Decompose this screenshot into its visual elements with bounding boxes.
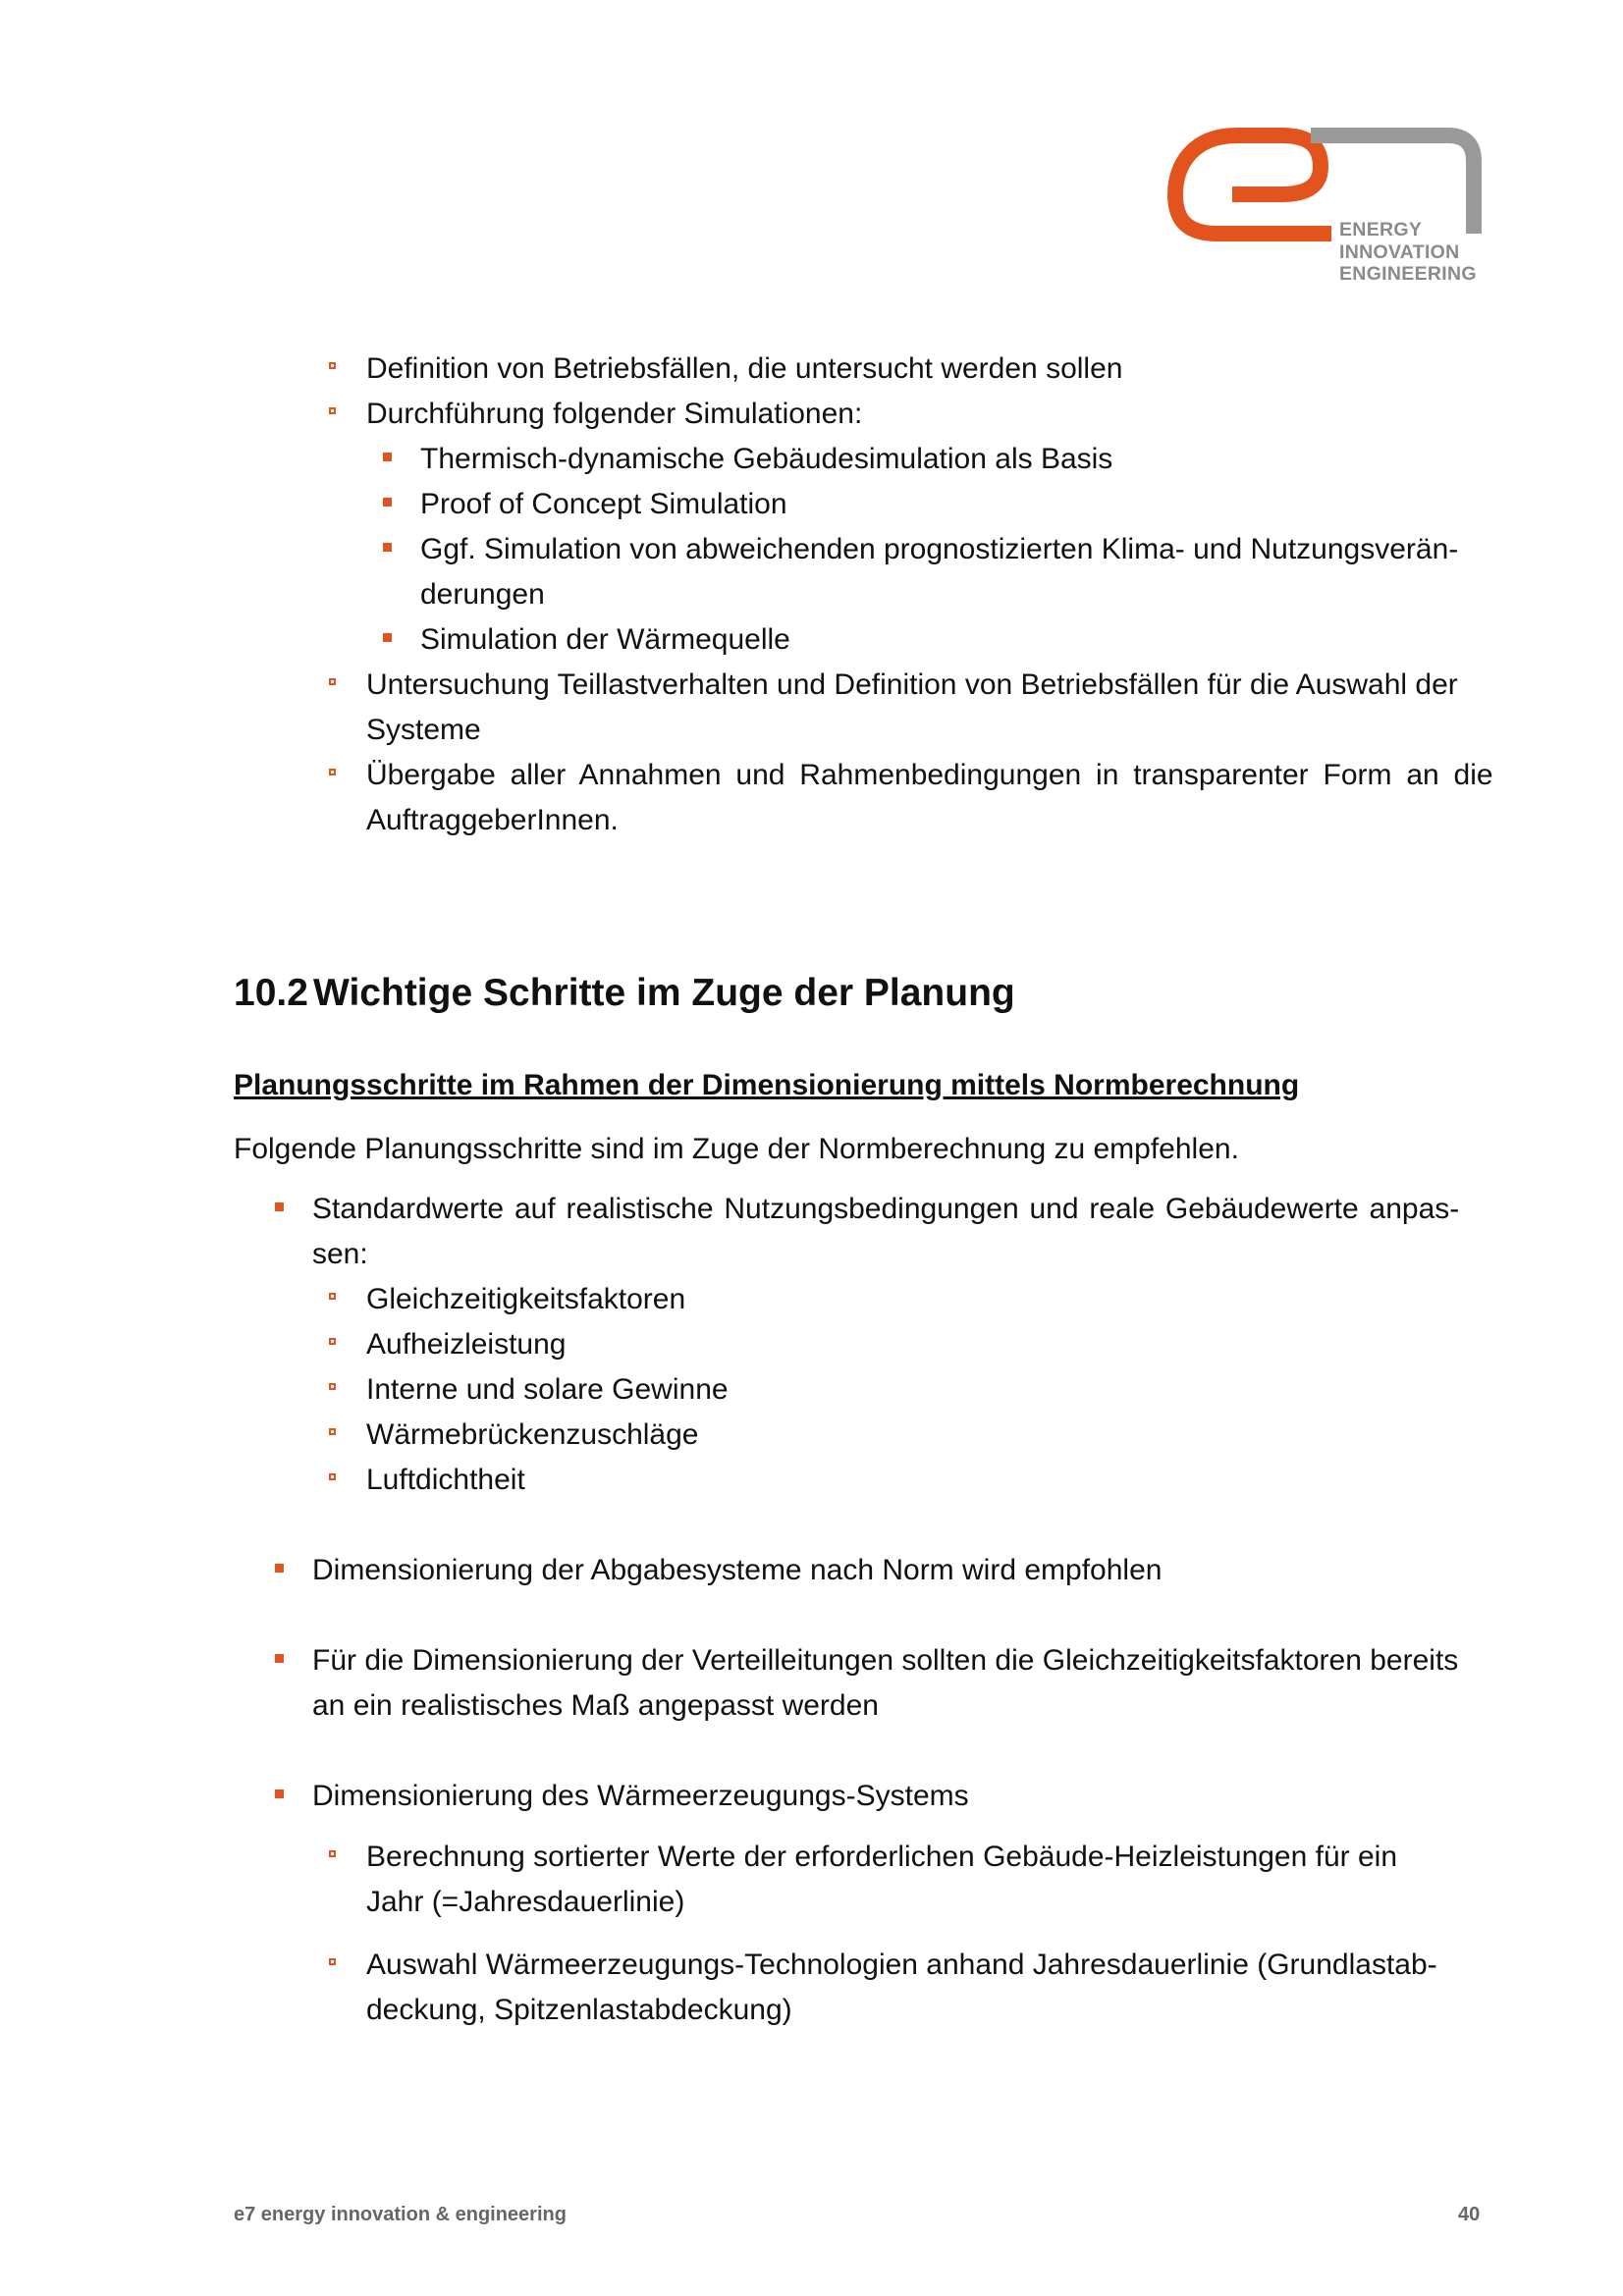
section-title: Wichtige Schritte im Zuge der Planung	[313, 972, 1015, 1014]
logo-e-shape	[1175, 135, 1331, 234]
list-item: Dimensionierung der Abgabesysteme nach Norm wird empfohlen	[312, 1554, 1163, 1586]
list-item: Ggf. Simulation von abweichenden prognostizierten Klima- und Nutzungsverän-	[420, 533, 1459, 565]
hollow-bullet-icon	[329, 1383, 336, 1390]
list-item: Aufheizleistung	[366, 1328, 567, 1361]
list-item: Standardwerte auf realistische Nutzungsbedingungen und reale Gebäudewerte anpas-	[312, 1193, 1460, 1225]
square-bullet-icon	[275, 1654, 284, 1663]
list-item: Dimensionierung des Wärmeerzeugungs-Systems	[312, 1780, 969, 1812]
section-heading	[234, 972, 1015, 1015]
hollow-bullet-icon	[329, 407, 336, 414]
list-item: Berechnung sortierter Werte der erforderlichen Gebäude-Heizleistungen für ein	[366, 1841, 1398, 1873]
list-item: Gleichzeitigkeitsfaktoren	[366, 1283, 686, 1315]
hollow-bullet-icon	[329, 769, 336, 775]
list-item: Untersuchung Teillastverhalten und Definition von Betriebsfällen für die Auswahl der	[366, 668, 1458, 701]
list-item-continuation: Systeme	[366, 714, 481, 746]
square-bullet-icon	[383, 453, 392, 461]
logo-wordmark	[1339, 219, 1477, 286]
hollow-bullet-icon	[329, 1850, 336, 1857]
list-item: Definition von Betriebsfällen, die untersucht werden sollen	[366, 352, 1123, 385]
list-item: Für die Dimensionierung der Verteilleitungen sollten die Gleichzeitigkeitsfaktoren bereits	[312, 1644, 1459, 1677]
list-item: Wärmebrückenzuschläge	[366, 1418, 699, 1451]
hollow-bullet-icon	[329, 362, 336, 369]
section-number: 10.2	[234, 972, 308, 1014]
list-item: Thermisch-dynamische Gebäudesimulation als Basis	[420, 443, 1113, 475]
hollow-bullet-icon	[329, 1293, 336, 1300]
logo-line-engineering: ENGINEERING	[1339, 263, 1477, 285]
square-bullet-icon	[275, 1789, 284, 1798]
hollow-bullet-icon	[329, 1428, 336, 1435]
list-item: Übergabe aller Annahmen und Rahmenbedingungen in transparenter Form an die	[366, 759, 1493, 791]
list-item: Durchführung folgender Simulationen:	[366, 398, 863, 430]
list-item: Auswahl Wärmeerzeugungs-Technologien anhand Jahresdauerlinie (Grundlastab-	[366, 1949, 1437, 1981]
list-item-continuation: Jahr (=Jahresdauerlinie)	[366, 1886, 685, 1918]
hollow-bullet-icon	[329, 1958, 336, 1965]
list-item: Luftdichtheit	[366, 1464, 525, 1496]
list-item-continuation: AuftraggeberInnen.	[366, 804, 619, 836]
logo-line-energy: ENERGY	[1339, 219, 1423, 240]
list-item: Interne und solare Gewinne	[366, 1373, 729, 1406]
hollow-bullet-icon	[329, 1473, 336, 1480]
square-bullet-icon	[275, 1564, 284, 1573]
square-bullet-icon	[383, 498, 392, 507]
hollow-bullet-icon	[329, 678, 336, 685]
intro-paragraph: Folgende Planungsschritte sind im Zuge der Normberechnung zu empfehlen.	[234, 1133, 1239, 1165]
list-item-continuation: sen:	[312, 1238, 368, 1270]
list-item: Simulation der Wärmequelle	[420, 623, 790, 656]
hollow-bullet-icon	[329, 1338, 336, 1345]
square-bullet-icon	[383, 543, 392, 552]
list-item-continuation: derungen	[420, 578, 545, 611]
list-item: Proof of Concept Simulation	[420, 488, 787, 520]
logo-line-innovation: INNOVATION	[1339, 240, 1460, 263]
square-bullet-icon	[383, 633, 392, 642]
square-bullet-icon	[275, 1202, 284, 1211]
footer-company: e7 energy innovation & engineering	[234, 2204, 567, 2225]
list-item-continuation: an ein realistisches Maß angepasst werden	[312, 1689, 879, 1722]
subheading: Planungsschritte im Rahmen der Dimensionierung mittels Normberechnung	[234, 1069, 1300, 1101]
list-item-continuation: deckung, Spitzenlastabdeckung)	[366, 1994, 792, 2026]
footer-page-number: 40	[1458, 2204, 1481, 2225]
